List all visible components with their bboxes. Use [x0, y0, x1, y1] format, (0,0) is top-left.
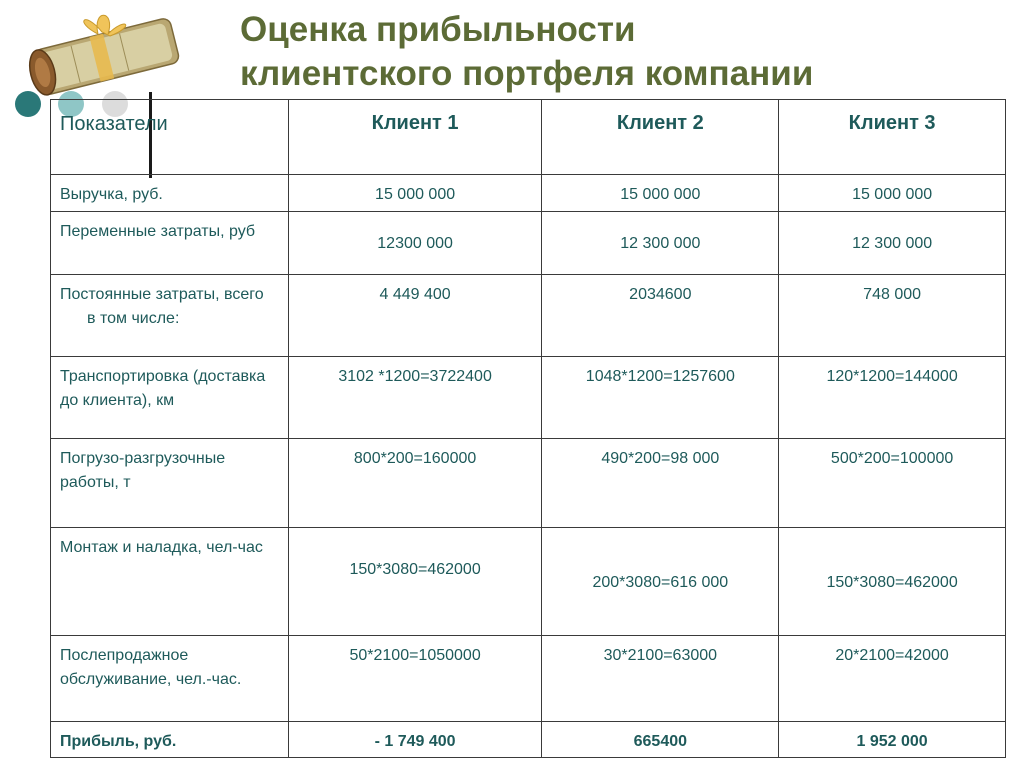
table-row-total — [51, 722, 1006, 758]
row-value: 800*200=160000 — [288, 439, 542, 528]
row-value: 748 000 — [779, 275, 1006, 357]
row-value: 200*3080=616 000 — [542, 528, 779, 636]
table-row — [51, 636, 1006, 722]
table-row — [51, 175, 1006, 212]
row-value: 150*3080=462000 — [779, 528, 1006, 636]
row-value: 150*3080=462000 — [288, 528, 542, 636]
row-value: 12 300 000 — [779, 212, 1006, 275]
row-label: Монтаж и наладка, чел-час — [51, 528, 289, 636]
row-value: 20*2100=42000 — [779, 636, 1006, 722]
row-value: 15 000 000 — [779, 175, 1006, 212]
row-value: 490*200=98 000 — [542, 439, 779, 528]
row-value: 120*1200=144000 — [779, 357, 1006, 439]
row-label: Прибыль, руб. — [51, 722, 289, 758]
row-label-main: Постоянные затраты, всего — [60, 286, 264, 303]
row-value: 12300 000 — [288, 212, 542, 275]
money-roll-icon — [14, 4, 194, 101]
row-label: Послепродажное обслуживание, чел.-час. — [51, 636, 289, 722]
header-client-3: Клиент 3 — [779, 100, 1006, 175]
row-value: 2034600 — [542, 275, 779, 357]
row-value: 50*2100=1050000 — [288, 636, 542, 722]
header-client-2: Клиент 2 — [542, 100, 779, 175]
row-value: - 1 749 400 — [288, 722, 542, 758]
row-label: Выручка, руб. — [51, 175, 289, 212]
row-label: Погрузо-разгрузочные работы, т — [51, 439, 289, 528]
row-value: 15 000 000 — [288, 175, 542, 212]
title-line-1: Оценка прибыльности — [240, 10, 636, 49]
row-label: Транспортировка (доставка до клиента), км — [51, 357, 289, 439]
row-value: 30*2100=63000 — [542, 636, 779, 722]
table-row — [51, 528, 1006, 636]
row-value: 1 952 000 — [779, 722, 1006, 758]
table-row — [51, 439, 1006, 528]
page-title — [240, 8, 813, 96]
bullet-dot-teal — [15, 91, 41, 117]
row-value: 15 000 000 — [542, 175, 779, 212]
header-label: Показатели — [51, 100, 289, 175]
header-client-1: Клиент 1 — [288, 100, 542, 175]
table-row — [51, 275, 1006, 357]
row-value: 4 449 400 — [288, 275, 542, 357]
row-label — [51, 275, 289, 357]
row-sublabel: в том числе: — [87, 310, 180, 327]
row-label: Переменные затраты, руб — [51, 212, 289, 275]
table-row — [51, 357, 1006, 439]
row-value: 500*200=100000 — [779, 439, 1006, 528]
row-value: 665400 — [542, 722, 779, 758]
profitability-table — [50, 99, 1006, 758]
table-row — [51, 212, 1006, 275]
row-value: 1048*1200=1257600 — [542, 357, 779, 439]
header-row — [51, 100, 1006, 175]
title-line-2: клиентского портфеля компании — [240, 54, 814, 93]
row-value: 3102 *1200=3722400 — [288, 357, 542, 439]
row-value: 12 300 000 — [542, 212, 779, 275]
